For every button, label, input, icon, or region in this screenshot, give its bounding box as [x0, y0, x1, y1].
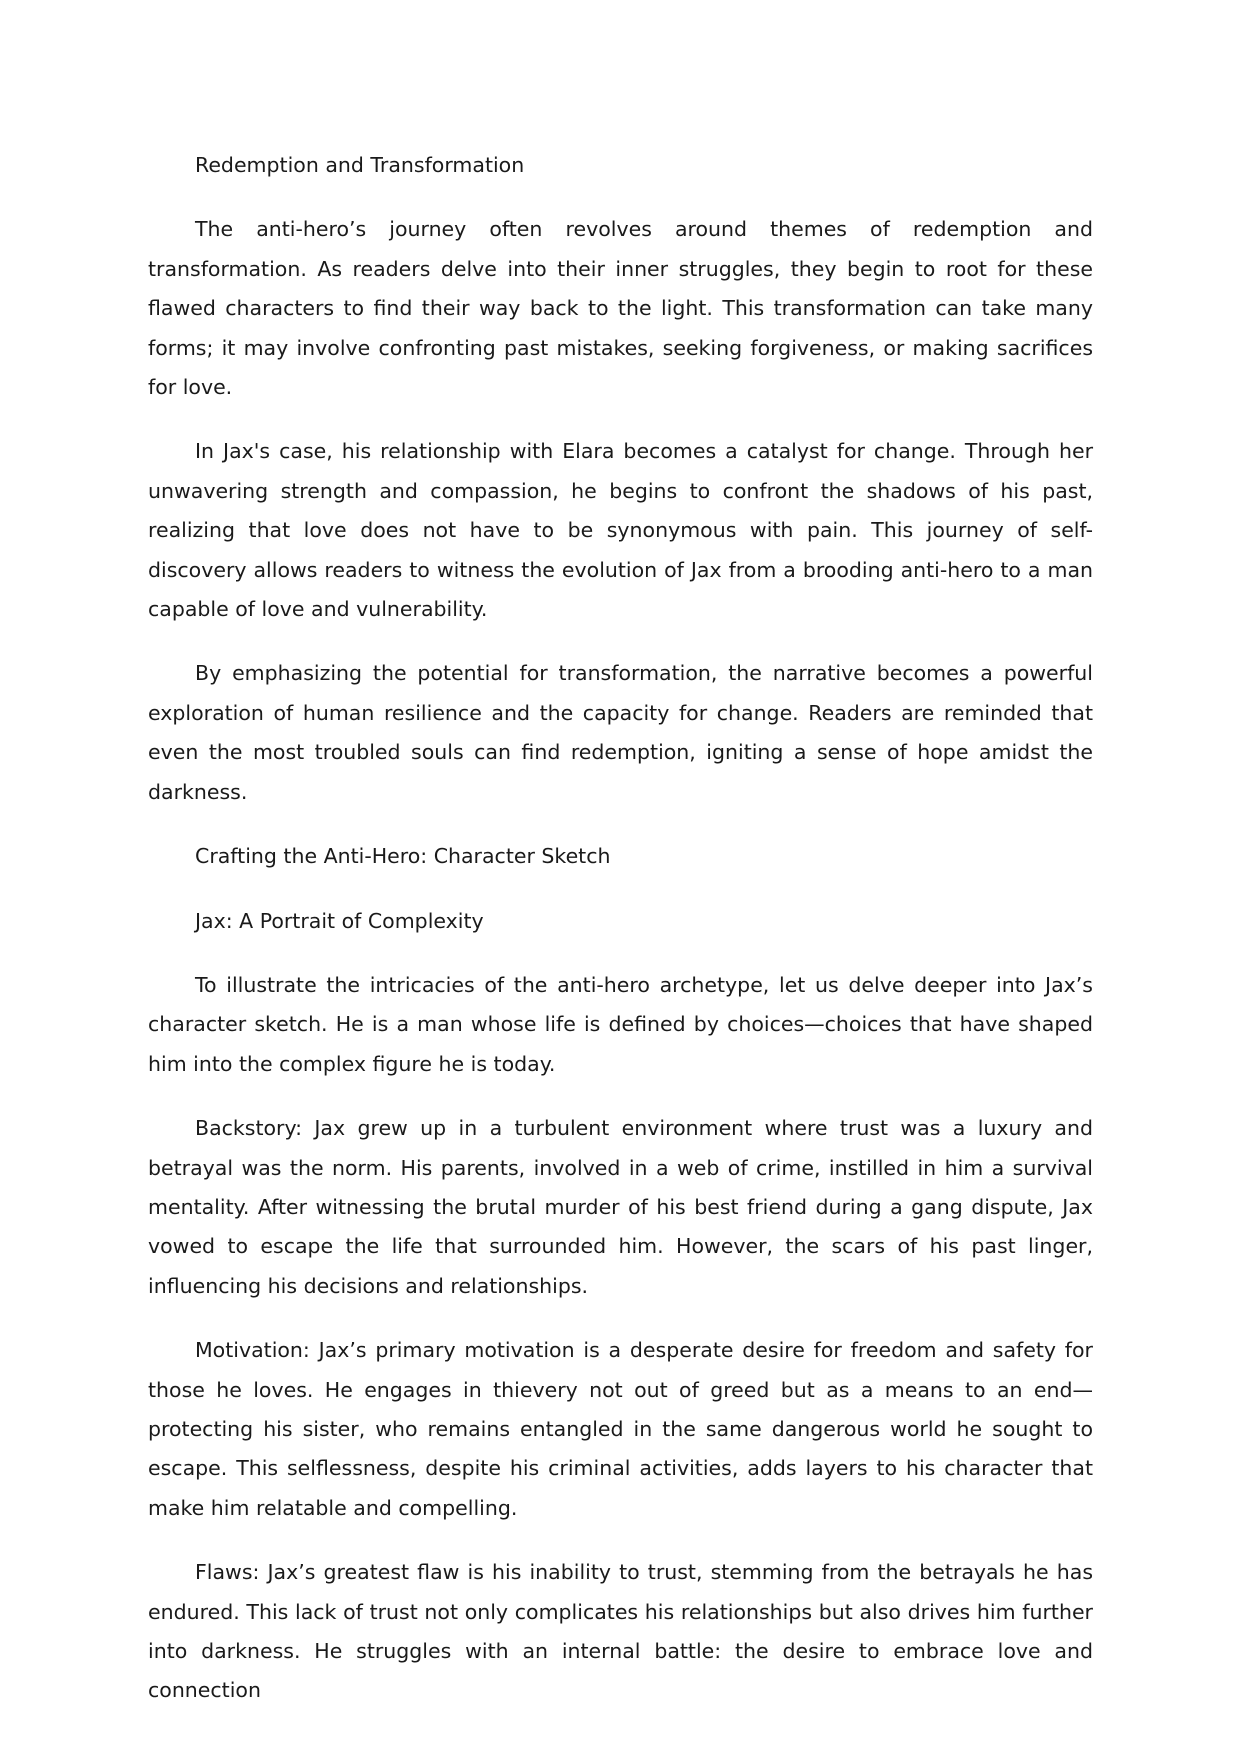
section-heading-crafting: Crafting the Anti-Hero: Character Sketch — [195, 844, 611, 869]
paragraph-anti-hero-journey: The anti-hero’s journey often revolves around themes of redemption and transformation. As readers delve into their inner struggles, they begin to root for these flawed characters to find their way back to the light. This transformation can take many forms; it may involve confronting past mistakes, seeking forgiveness, or making sacrifices for love. — [148, 217, 1093, 400]
paragraph-flaws: Flaws: Jax’s greatest flaw is his inability to trust, stemming from the betrayals he has endured. This lack of trust not only complicates his relationships but also drives him further into darkness. He struggles with an internal battle: the desire to embrace love and connection — [148, 1560, 1093, 1703]
document-body — [148, 146, 1093, 1736]
section-heading-jax-portrait: Jax: A Portrait of Complexity — [195, 908, 484, 933]
paragraph-jax-case: In Jax's case, his relationship with Elara becomes a catalyst for change. Through her unwavering strength and compassion, he begins to confront the shadows of his past, realizing that love does not have to be synonymous with pain. This journey of self-discovery allows readers to witness the evolution of Jax from a brooding anti-hero to a man capable of love and vulnerability. — [148, 439, 1093, 622]
paragraph-motivation: Motivation: Jax’s primary motivation is a desperate desire for freedom and safety for those he loves. He engages in thievery not out of greed but as a means to an end—protecting his sister, who remains entangled in the same dangerous world he sought to escape. This selflessness, despite his criminal activities, adds layers to his character that make him relatable and compelling. — [148, 1338, 1093, 1520]
section-heading-redemption: Redemption and Transformation — [195, 153, 525, 177]
paragraph-illustrate-intricacies: To illustrate the intricacies of the anti-hero archetype, let us delve deeper into Jax’s character sketch. He is a man whose life is defined by choices—choices that have shaped him into the complex figure he is today. — [148, 972, 1093, 1076]
paragraph-backstory: Backstory: Jax grew up in a turbulent environment where trust was a luxury and betrayal was the norm. His parents, involved in a web of crime, instilled in him a survival mentality. After witnessing the brutal murder of his best friend during a gang dispute, Jax vowed to escape the life that surrounded him. However, the scars of his past linger, influencing his decisions and relationships. — [148, 1116, 1093, 1298]
paragraph-potential-transformation: By emphasizing the potential for transformation, the narrative becomes a powerful exploration of human resilience and the capacity for change. Readers are reminded that even the most troubled souls can find redemption, igniting a sense of hope amidst the darkness. — [148, 661, 1093, 804]
